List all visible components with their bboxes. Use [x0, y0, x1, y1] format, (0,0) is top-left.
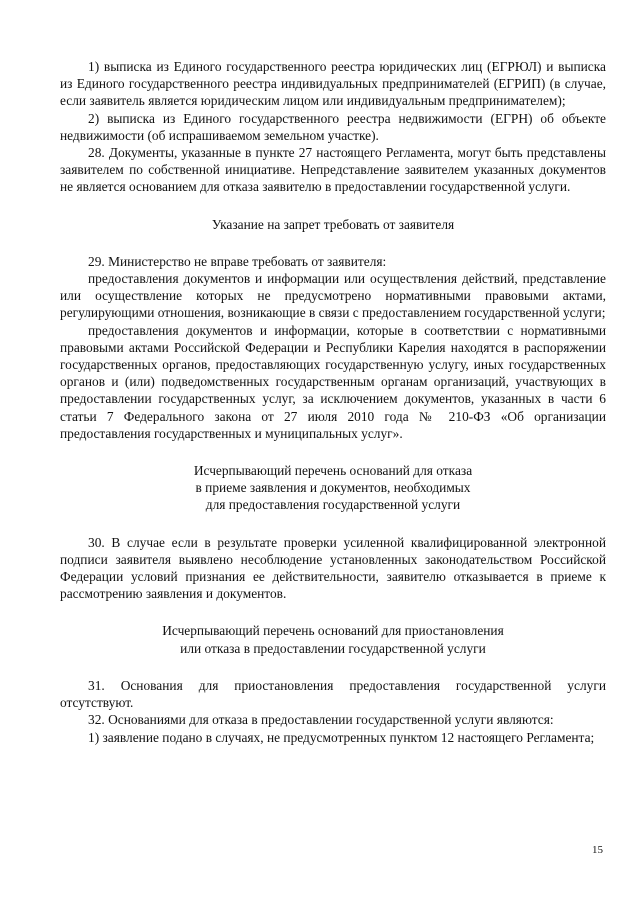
paragraph-32: 32. Основаниями для отказа в предоставлении государственной услуги являются:: [88, 712, 554, 728]
paragraph-30: 30. В случае если в результате проверки усиленной квалифицированной электронной подписи заявителя выявлено несоблюдение установленных законодательством Российской Федерации условий признания ее действительности, заявителю отказывается в приеме к рассмотрению заявления и документов.: [60, 534, 606, 602]
paragraph-28: 28. Документы, указанные в пункте 27 настоящего Регламента, могут быть представлены заявителем по собственной инициативе. Непредставление заявителем указанных документов не является основанием для отказа заявителю в предоставлении государственной услуги.: [60, 145, 606, 195]
heading-line: для предоставления государственной услуги: [205, 497, 461, 513]
paragraph-32-item-1: 1) заявление подано в случаях, не предусмотренных пунктом 12 настоящего Регламента;: [88, 729, 595, 745]
paragraph-29-clause-2: предоставления документов и информации, которые в соответствии с нормативными правовыми актами Российской Федерации и Республики Карелия находятся в распоряжении государственных органов, предоставляющих государственную услугу, иных государственных органов и (или) подведомственных государственным органам организаций, участвующих в предоставлении государственных услуг, за исключением документов, указанных в части 6 статьи 7 Федерального закона от 27 июля 2010 года № 210-ФЗ «Об организации предоставления государственных и муниципальных услуг».: [60, 322, 606, 441]
section-heading-prohibition: [60, 216, 606, 233]
heading-line: в приеме заявления и документов, необходимых: [195, 480, 471, 496]
paragraph-29-clause-1: предоставления документов и информации или осуществления действий, представление или осуществление которых не предусмотрено нормативными правовыми актами, регулирующими отношения, возникающие в связи с предоставлением государственной услуги;: [60, 271, 606, 321]
paragraph-item-2: 2) выписка из Единого государственного реестра недвижимости (ЕГРН) об объекте недвижимости (об испрашиваемом земельном участке).: [60, 110, 606, 143]
page-number: 15: [592, 844, 603, 856]
section-heading-refusal-grounds: [60, 462, 606, 514]
paragraph-item-1: 1) выписка из Единого государственного реестра юридических лиц (ЕГРЮЛ) и выписка из Единого государственного реестра индивидуальных предпринимателей (ЕГРИП) (в случае, если заявитель является юридическим лицом или индивидуальным предпринимателем);: [60, 59, 606, 109]
section-heading-suspension-grounds: [60, 622, 606, 656]
heading-line: Указание на запрет требовать от заявителя: [211, 216, 455, 232]
paragraph-31: 31. Основания для приостановления предоставления государственной услуги отсутствуют.: [60, 677, 606, 711]
heading-line: или отказа в предоставлении государственной услуги: [180, 640, 486, 656]
heading-line: Исчерпывающий перечень оснований для приостановления: [162, 623, 504, 639]
paragraph-29: 29. Министерство не вправе требовать от заявителя:: [88, 253, 387, 269]
document-page: [60, 58, 606, 746]
heading-line: Исчерпывающий перечень оснований для отказа: [193, 463, 473, 479]
